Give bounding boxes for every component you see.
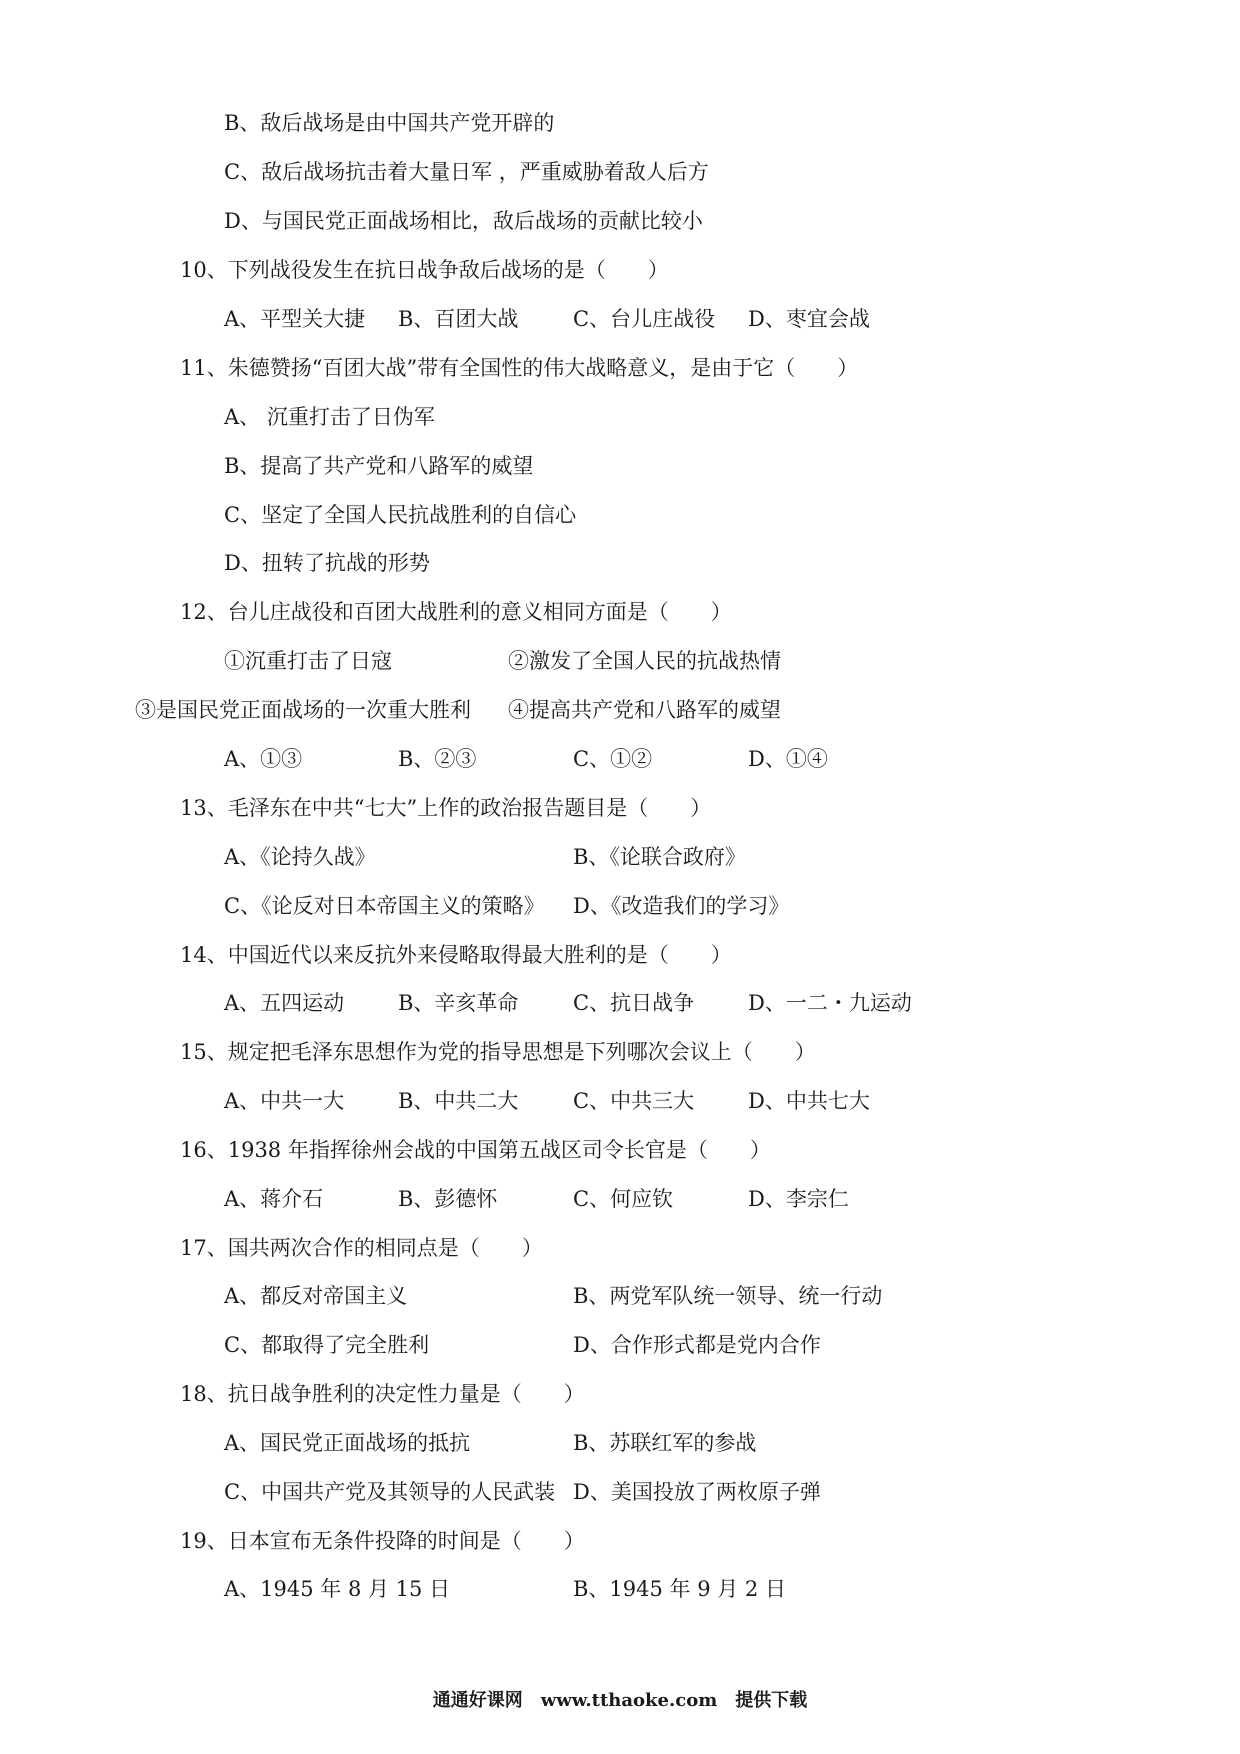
q11-option-d: D、扭转了抗战的形势 [224,551,430,575]
q11-option-c: C、坚定了全国人民抗战胜利的自信心 [224,503,577,527]
q12-statement-2: ②激发了全国人民的抗战热情 [508,649,781,673]
q16-option-a: A、蒋介石 [224,1187,324,1211]
q13-option-a: A、《论持久战》 [224,845,376,869]
question-16: 16、1938 年指挥徐州会战的中国第五战区司令长官是（ ） [180,1138,771,1162]
q11-option-b: B、提高了共产党和八路军的威望 [224,454,534,478]
question-19: 19、日本宣布无条件投降的时间是（ ） [180,1529,585,1553]
q12-statement-1: ①沉重打击了日寇 [224,649,392,673]
q15-option-b: B、中共二大 [398,1089,519,1113]
q12-option-c: C、①② [573,747,653,771]
q12-statement-4: ④提高共产党和八路军的威望 [508,698,781,722]
q10-option-b: B、百团大战 [398,307,519,331]
q14-option-d: D、一二・九运动 [748,991,912,1015]
question-13: 13、毛泽东在中共“七大”上作的政治报告题目是（ ） [180,796,712,820]
q15-option-c: C、中共三大 [573,1089,695,1113]
q12-statement-3: ③是国民党正面战场的一次重大胜利 [135,698,471,722]
q9-option-b: B、敌后战场是由中国共产党开辟的 [224,111,555,135]
q16-option-b: B、彭德怀 [398,1187,498,1211]
q18-option-a: A、国民党正面战场的抵抗 [224,1431,471,1455]
q12-option-b: B、②③ [398,747,477,771]
q18-option-d: D、美国投放了两枚原子弹 [573,1480,821,1504]
q15-option-a: A、中共一大 [224,1089,345,1113]
q10-option-c: C、台儿庄战役 [573,307,716,331]
q17-option-d: D、合作形式都是党内合作 [573,1333,821,1357]
q14-option-b: B、辛亥革命 [398,991,519,1015]
question-17: 17、国共两次合作的相同点是（ ） [180,1236,543,1260]
q16-option-c: C、何应钦 [573,1187,674,1211]
q12-option-d: D、①④ [748,747,828,771]
q19-option-b: B、1945 年 9 月 2 日 [573,1577,786,1601]
q15-option-d: D、中共七大 [748,1089,870,1113]
q13-option-d: D、《改造我们的学习》 [573,894,790,918]
q14-option-c: C、抗日战争 [573,991,695,1015]
q9-option-c: C、敌后战场抗击着大量日军 ，严重威胁着敌人后方 [224,160,709,184]
q13-option-b: B、《论联合政府》 [573,845,746,869]
question-12: 12、台儿庄战役和百团大战胜利的意义相同方面是（ ） [180,600,732,624]
q19-option-a: A、1945 年 8 月 15 日 [224,1577,451,1601]
q17-option-c: C、都取得了完全胜利 [224,1333,430,1357]
q17-option-b: B、两党军队统一领导、统一行动 [573,1284,883,1308]
q14-option-a: A、五四运动 [224,991,345,1015]
question-11: 11、朱德赞扬“百团大战”带有全国性的伟大战略意义，是由于它（ ） [180,356,859,380]
question-14: 14、中国近代以来反抗外来侵略取得最大胜利的是（ ） [180,943,732,967]
question-10: 10、下列战役发生在抗日战争敌后战场的是（ ） [180,258,669,282]
q17-option-a: A、都反对帝国主义 [224,1284,408,1308]
q13-option-c: C、《论反对日本帝国主义的策略》 [224,894,545,918]
q9-option-d: D、与国民党正面战场相比，敌后战场的贡献比较小 [224,209,703,233]
question-15: 15、规定把毛泽东思想作为党的指导思想是下列哪次会议上（ ） [180,1040,816,1064]
q16-option-d: D、李宗仁 [748,1187,849,1211]
q18-option-b: B、苏联红军的参战 [573,1431,757,1455]
q18-option-c: C、中国共产党及其领导的人民武装 [224,1480,556,1504]
q10-option-a: A、平型关大捷 [224,307,366,331]
question-18: 18、抗日战争胜利的决定性力量是（ ） [180,1382,585,1406]
q12-option-a: A、①③ [224,747,303,771]
q11-option-a: A、 沉重打击了日伪军 [224,405,435,429]
page-footer: 通通好课网 www.tthaoke.com 提供下载 [432,1690,808,1711]
q10-option-d: D、枣宜会战 [748,307,870,331]
